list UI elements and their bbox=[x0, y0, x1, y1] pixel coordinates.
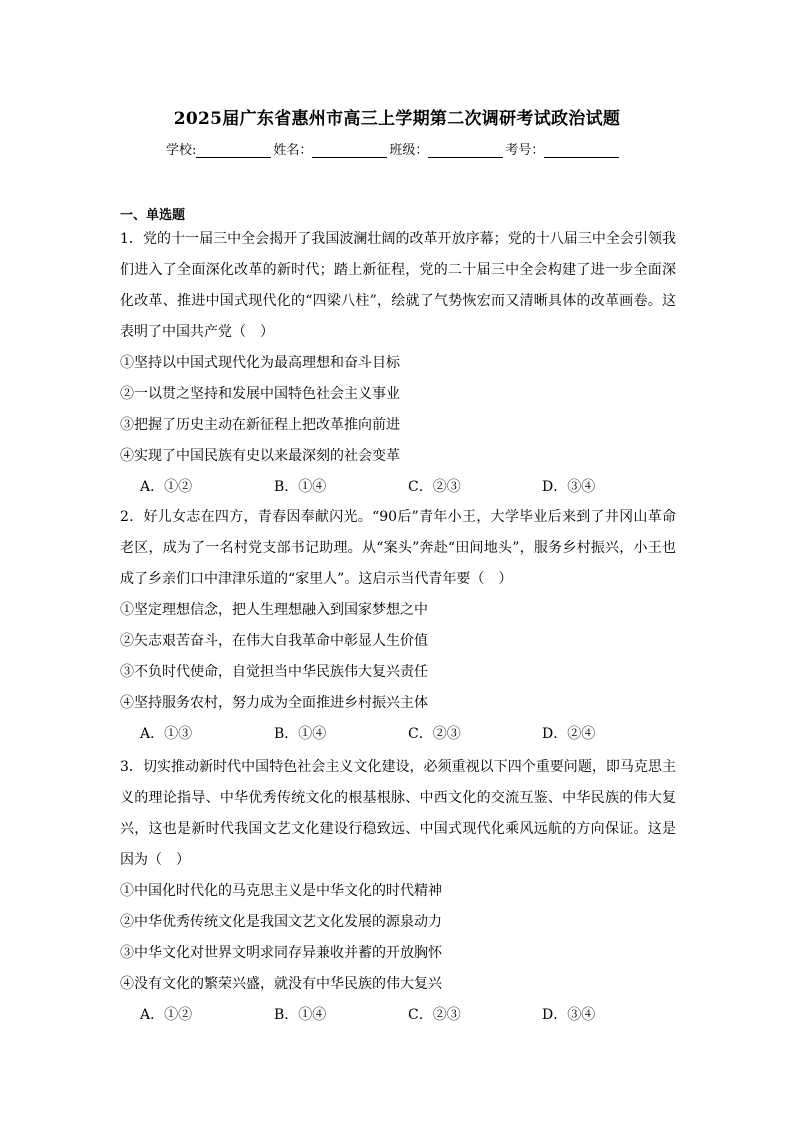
info-field-name bbox=[273, 139, 389, 158]
question-stem: 3．切实推动新时代中国特色社会主义文化建设，必须重视以下四个重要问题，即马克思主义的理论指导、中华优秀传统文化的根基根脉、中西文化的交流互鉴、中华民族的伟大复兴，这也是新时代我国文艺文化建设行稳致远、中国式现代化乘风远航的方向保证。这是因为（ ） bbox=[120, 759, 676, 868]
statement-option: ①坚持以中国式现代化为最高理想和奋斗目标 bbox=[120, 355, 400, 371]
statement-option: ①中国化时代化的马克思主义是中华文化的时代精神 bbox=[120, 883, 442, 899]
info-label-class: 班级： bbox=[389, 143, 429, 158]
question-stem: 2．好儿女志在四方，青春因奉献闪光。“90后”青年小王，大学毕业后来到了井冈山革命老区，成为了一名村党支部书记助理。从“案头”奔赴“田间地头”，服务乡村振兴，小王也成了乡亲们口中津津乐道的“家里人”。这启示当代青年要（ ） bbox=[120, 509, 676, 587]
class-blank bbox=[428, 143, 503, 158]
answer-choices bbox=[120, 472, 676, 503]
choice-b: B．①④ bbox=[274, 1007, 327, 1023]
choice-b: B．①④ bbox=[274, 479, 327, 495]
document-title: 2025届广东省惠州市高三上学期第二次调研考试政治试题 bbox=[173, 109, 621, 129]
school-blank bbox=[196, 143, 271, 158]
statement-option: ④没有文化的繁荣兴盛，就没有中华民族的伟大复兴 bbox=[120, 976, 442, 992]
statement-option: ②矢志艰苦奋斗，在伟大自我革命中彰显人生价值 bbox=[120, 633, 428, 649]
name-blank bbox=[312, 143, 387, 158]
question-1 bbox=[120, 224, 676, 503]
question-2 bbox=[120, 502, 676, 750]
choice-d: D．③④ bbox=[542, 1007, 596, 1023]
answer-choices bbox=[120, 1000, 676, 1031]
choice-d: D．③④ bbox=[542, 479, 596, 495]
choice-a: A．①② bbox=[140, 479, 193, 495]
choice-d: D．②④ bbox=[542, 726, 596, 742]
statement-option: ④实现了中国民族有史以来最深刻的社会变革 bbox=[120, 448, 400, 464]
student-info-line bbox=[166, 139, 621, 158]
statement-option: ②中华优秀传统文化是我国文艺文化发展的源泉动力 bbox=[120, 914, 442, 930]
info-field-school bbox=[166, 139, 273, 158]
choice-b: B．①④ bbox=[274, 726, 327, 742]
statement-option: ②一以贯之坚持和发展中国特色社会主义事业 bbox=[120, 386, 400, 402]
question-stem: 1．党的十一届三中全会揭开了我国波澜壮阔的改革开放序幕；党的十八届三中全会引领我们进入了全面深化改革的新时代；踏上新征程，党的二十届三中全会构建了进一步全面深化改革、推进中国式现代化的“四梁八柱”，绘就了气势恢宏而又清晰具体的改革画卷。这表明了中国共产党（ ） bbox=[120, 231, 676, 340]
statement-option: ①坚定理想信念，把人生理想融入到国家梦想之中 bbox=[120, 602, 428, 618]
exam-number-blank bbox=[544, 143, 619, 158]
choice-a: A．①③ bbox=[140, 726, 193, 742]
statement-option: ④坚持服务农村，努力成为全面推进乡村振兴主体 bbox=[120, 695, 428, 711]
choice-c: C．②③ bbox=[408, 1007, 461, 1023]
question-3 bbox=[120, 752, 676, 1031]
statement-option: ③不负时代使命，自觉担当中华民族伟大复兴责任 bbox=[120, 664, 428, 680]
info-label-exam-number: 考号： bbox=[505, 143, 545, 158]
statement-option: ③把握了历史主动在新征程上把改革推向前进 bbox=[120, 417, 400, 433]
answer-choices bbox=[120, 719, 676, 750]
section-heading: 一、单选题 bbox=[120, 208, 186, 223]
statement-option: ③中华文化对世界文明求同存异兼收并蓄的开放胸怀 bbox=[120, 945, 442, 961]
info-field-exam-number bbox=[505, 139, 621, 158]
info-label-school: 学校: bbox=[166, 143, 197, 158]
info-label-name: 姓名： bbox=[273, 143, 313, 158]
info-field-class bbox=[389, 139, 505, 158]
choice-a: A．①② bbox=[140, 1007, 193, 1023]
choice-c: C．②③ bbox=[408, 479, 461, 495]
choice-c: C．②③ bbox=[408, 726, 461, 742]
